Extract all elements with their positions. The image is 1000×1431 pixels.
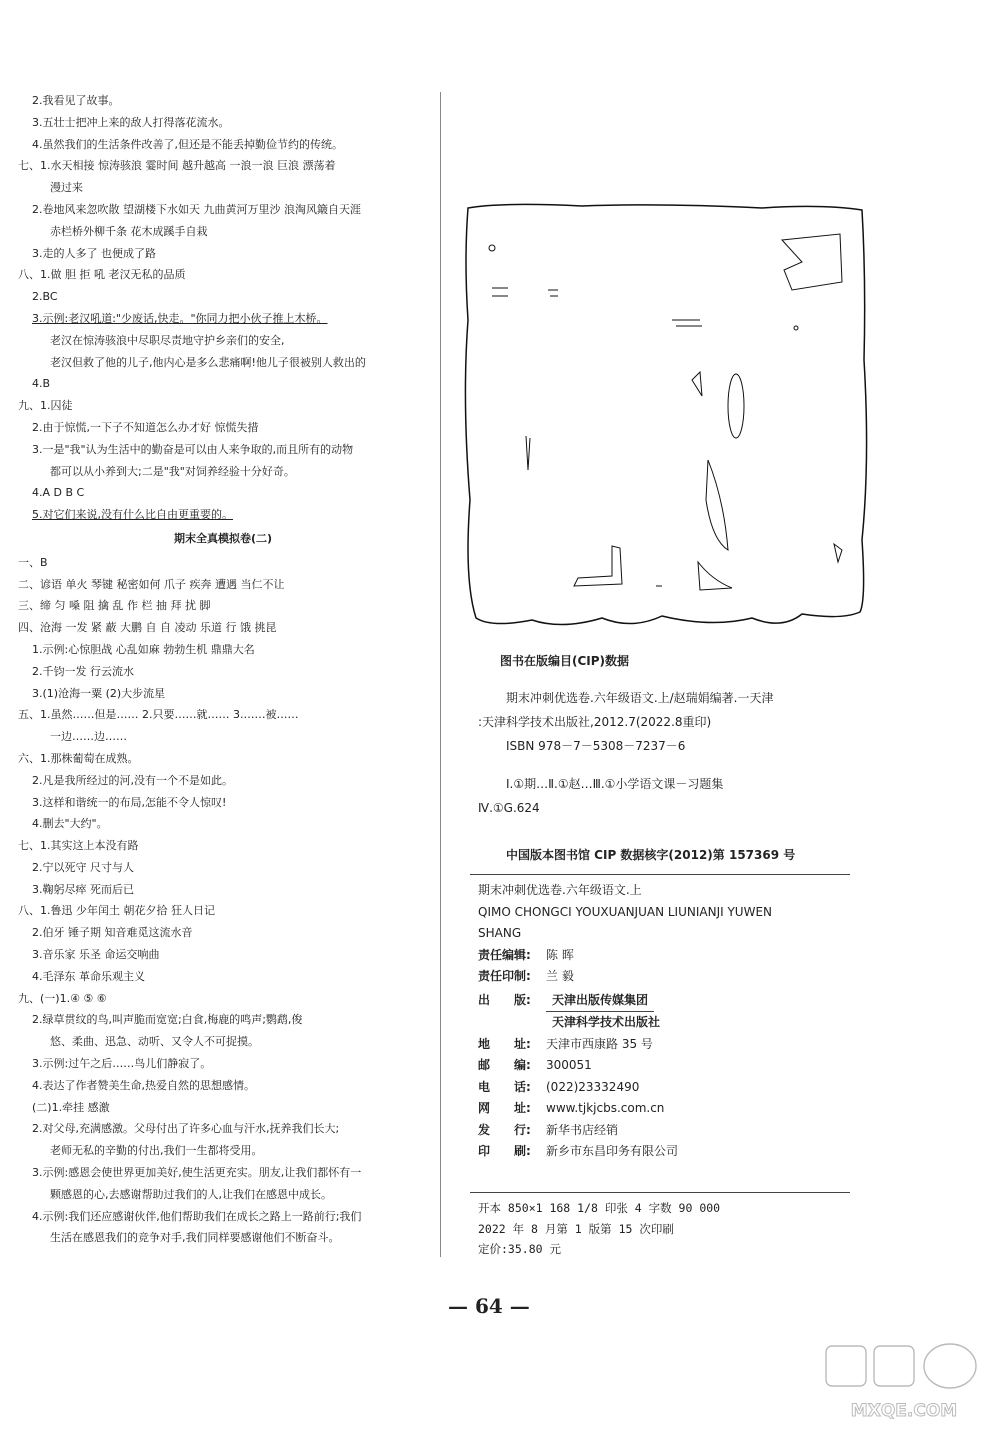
answer-line: 赤栏桥外柳千条 花木成蹊手自栽	[50, 224, 208, 238]
answer-line: 一边……边……	[50, 730, 127, 744]
info-key: 印 刷:	[478, 1144, 531, 1158]
answer-line: 3.走的人多了 也便成了路	[32, 246, 156, 260]
info-value: (022)23332490	[546, 1079, 640, 1094]
answer-line: 2.凡是我所经过的河,没有一个不是如此。	[32, 773, 233, 787]
answer-line: 2.我看见了故事。	[32, 94, 120, 107]
info-value: 天津市西康路 35 号	[546, 1036, 653, 1051]
answer-line: 2.宁以死守 尺寸与人	[32, 860, 134, 874]
info-key: 出 版:	[478, 992, 531, 1007]
book-info	[478, 880, 888, 1163]
answer-line: 九、1.囚徒	[18, 399, 73, 413]
specs-line: 定价:35.80 元	[478, 1242, 561, 1256]
publisher-group: 天津出版传媒集团	[546, 990, 654, 1013]
answer-line: 2.卷地风来忽吹散 望湖楼下水如天 九曲黄河万里沙 浪淘风簸自天涯	[32, 202, 361, 216]
info-value: 新乡市东昌印务有限公司	[546, 1144, 679, 1158]
answer-line: 3.示例:老汉吼道:"少废话,快走。"你同力把小伙子推上木桥。	[32, 311, 328, 325]
info-key: 电 话:	[478, 1079, 531, 1094]
answer-line: 5.对它们来说,没有什么比自由更重要的。	[32, 508, 233, 522]
svg-text:MXQE.COM: MXQE.COM	[850, 1401, 958, 1421]
answer-line: 3.音乐家 乐圣 命运交响曲	[32, 948, 160, 962]
answer-line: 六、1.那株葡萄在成熟。	[18, 751, 139, 765]
answer-line: 三、缔 匀 嗓 阻 擒 乱 作 栏 抽 拜 扰 脚	[18, 599, 211, 613]
cip-isbn: ISBN 978－7－5308－7237－6	[506, 739, 686, 753]
print-specs	[478, 1198, 720, 1260]
info-value: www.tjkjcbs.com.cn	[546, 1101, 665, 1115]
answer-line: 七、1.其实这上本没有路	[18, 839, 139, 853]
info-value: 兰 毅	[546, 969, 574, 983]
info-value: 新华书店经销	[546, 1122, 619, 1137]
answer-line: 漫过来	[50, 181, 83, 195]
answer-line: 4.表达了作者赞美生命,热爱自然的思想感情。	[32, 1078, 255, 1092]
info-key: 邮 编:	[478, 1058, 531, 1072]
page-number: — 64 —	[448, 1294, 530, 1318]
answer-line: 生活在感恩我们的竞争对手,我们同样要感谢他们不断奋斗。	[50, 1231, 340, 1245]
answer-line: 老汉但救了他的儿子,他内心是多么悲痛啊!他儿子很被别人救出的	[50, 355, 366, 369]
answer-line: 3.(1)沧海一粟 (2)大步流星	[32, 686, 166, 700]
answer-line: 八、1.鲁迅 少年闰土 朝花夕拾 狂人日记	[18, 904, 215, 918]
book-title-pinyin: QIMO CHONGCI YOUXUANJUAN LIUNIANJI YUWEN	[478, 904, 773, 919]
section-heading: 期末全真模拟卷(二)	[173, 531, 273, 545]
column-divider	[440, 92, 441, 1257]
answer-line: 2.对父母,充满感激。父母付出了许多心血与汗水,抚养我们长大;	[32, 1122, 340, 1136]
book-title: 期末冲刺优选卷.六年级语文.上	[478, 883, 642, 897]
cip-line: Ⅳ.①G.624	[478, 801, 540, 815]
cip-body	[478, 686, 878, 820]
answer-line: 4.A D B C	[32, 486, 85, 500]
answer-line: 一、B	[18, 555, 48, 569]
book-title-pinyin: SHANG	[478, 926, 522, 940]
answer-line: 二、谚语 单火 琴键 秘密如何 爪子 疾奔 遭遇 当仁不让	[18, 577, 285, 591]
answer-line: 老师无私的辛勤的付出,我们一生都将受用。	[50, 1144, 263, 1158]
answer-line: 2.由于惊慌,一下子不知道怎么办才好 惊慌失措	[32, 420, 259, 434]
cover-image-outline	[462, 200, 878, 640]
divider	[470, 874, 850, 875]
specs-line: 开本 850×1 168 1/8 印张 4 字数 90 000	[478, 1201, 721, 1215]
answer-line: 4.删去"大约"。	[32, 817, 108, 831]
info-key: 网 址:	[478, 1101, 531, 1115]
answer-line: 2.伯牙 锤子期 知音难觅这流水音	[32, 926, 193, 940]
answer-line: 颗感恩的心,去感谢帮助过我们的人,让我们在感恩中成长。	[50, 1187, 332, 1201]
answer-line: 3.示例:过午之后……鸟儿们静寂了。	[32, 1057, 212, 1071]
answer-line: 4.毛泽东 革命乐观主义	[32, 969, 145, 983]
info-value: 陈 晖	[546, 947, 574, 962]
answer-line: 老汉在惊涛骇浪中尽职尽责地守护乡亲们的安全,	[50, 333, 285, 347]
answer-line: 1.示例:心惊胆战 心乱如麻 勃勃生机 鼎鼎大名	[32, 642, 255, 656]
answer-line: 3.一是"我"认为生活中的勤奋是可以由人来争取的,而且所有的动物	[32, 442, 354, 456]
info-key: 责任编辑:	[478, 947, 531, 962]
divider	[470, 1192, 850, 1193]
answer-line: 八、1.做 胆 拒 吼 老汉无私的品质	[18, 268, 186, 282]
answer-line: 4.虽然我们的生活条件改善了,但还是不能丢掉勤俭节约的传统。	[32, 137, 343, 151]
answer-line: 4.B	[32, 377, 51, 391]
cip-line: :天津科学技术出版社,2012.7(2022.8重印)	[478, 715, 712, 729]
publisher: 天津科学技术出版社	[552, 1015, 661, 1029]
watermark-logo	[820, 1340, 990, 1425]
answer-line: 九、(一)1.④ ⑤ ⑥	[18, 991, 107, 1005]
answer-line: 3.这样和谐统一的布局,怎能不令人惊叹!	[32, 795, 227, 809]
cip-line: Ⅰ.①期…Ⅱ.①赵…Ⅲ.①小学语文课－习题集	[506, 777, 724, 791]
answer-line: (二)1.牵挂 感激	[32, 1100, 110, 1114]
answer-line: 3.五壮士把冲上来的敌人打得落花流水。	[32, 115, 230, 129]
cip-title: 图书在版编目(CIP)数据	[500, 654, 630, 668]
answer-line: 五、1.虽然……但是…… 2.只要……就…… 3.……被……	[18, 708, 299, 722]
answer-line: 七、1.水天相接 惊涛骇浪 霎时间 越升越高 一浪一浪 巨浪 漂荡着	[18, 159, 336, 173]
answer-line: 2.千钧一发 行云流水	[32, 664, 134, 678]
info-key: 责任印制:	[478, 969, 531, 983]
answer-line: 四、沧海 一发 紧 蔽 大鹏 自 自 凌动 乐道 行 饿 挑昆	[18, 621, 277, 635]
cip-line: 期末冲刺优选卷.六年级语文.上/赵瑞娟编著.一天津	[506, 691, 774, 705]
answer-column	[18, 90, 428, 1249]
answer-line: 3.示例:感恩会使世界更加美好,使生活更充实。朋友,让我们都怀有一	[32, 1166, 362, 1180]
specs-line: 2022 年 8 月第 1 版第 15 次印刷	[478, 1221, 674, 1236]
answer-line: 2.绿草贯纹的鸟,叫声脆而宽宽;白食,梅鹿的鸣声;鹦鹉,俊	[32, 1013, 303, 1027]
info-key: 发 行:	[478, 1122, 531, 1137]
answer-line: 都可以从小养到大;二是"我"对饲养经验十分好奇。	[50, 464, 295, 478]
info-key: 地 址:	[478, 1036, 531, 1051]
cip-verify-number: 中国版本图书馆 CIP 数据核字(2012)第 157369 号	[506, 848, 796, 862]
answer-line: 4.示例:我们还应感谢伙伴,他们帮助我们在成长之路上一路前行;我们	[32, 1209, 362, 1223]
answer-line: 2.BC	[32, 290, 58, 304]
info-value: 300051	[546, 1058, 592, 1072]
answer-line: 3.鞠躬尽瘁 死而后已	[32, 882, 134, 896]
answer-line: 悠、柔曲、迅急、动听、又令人不可捉摸。	[50, 1035, 259, 1049]
